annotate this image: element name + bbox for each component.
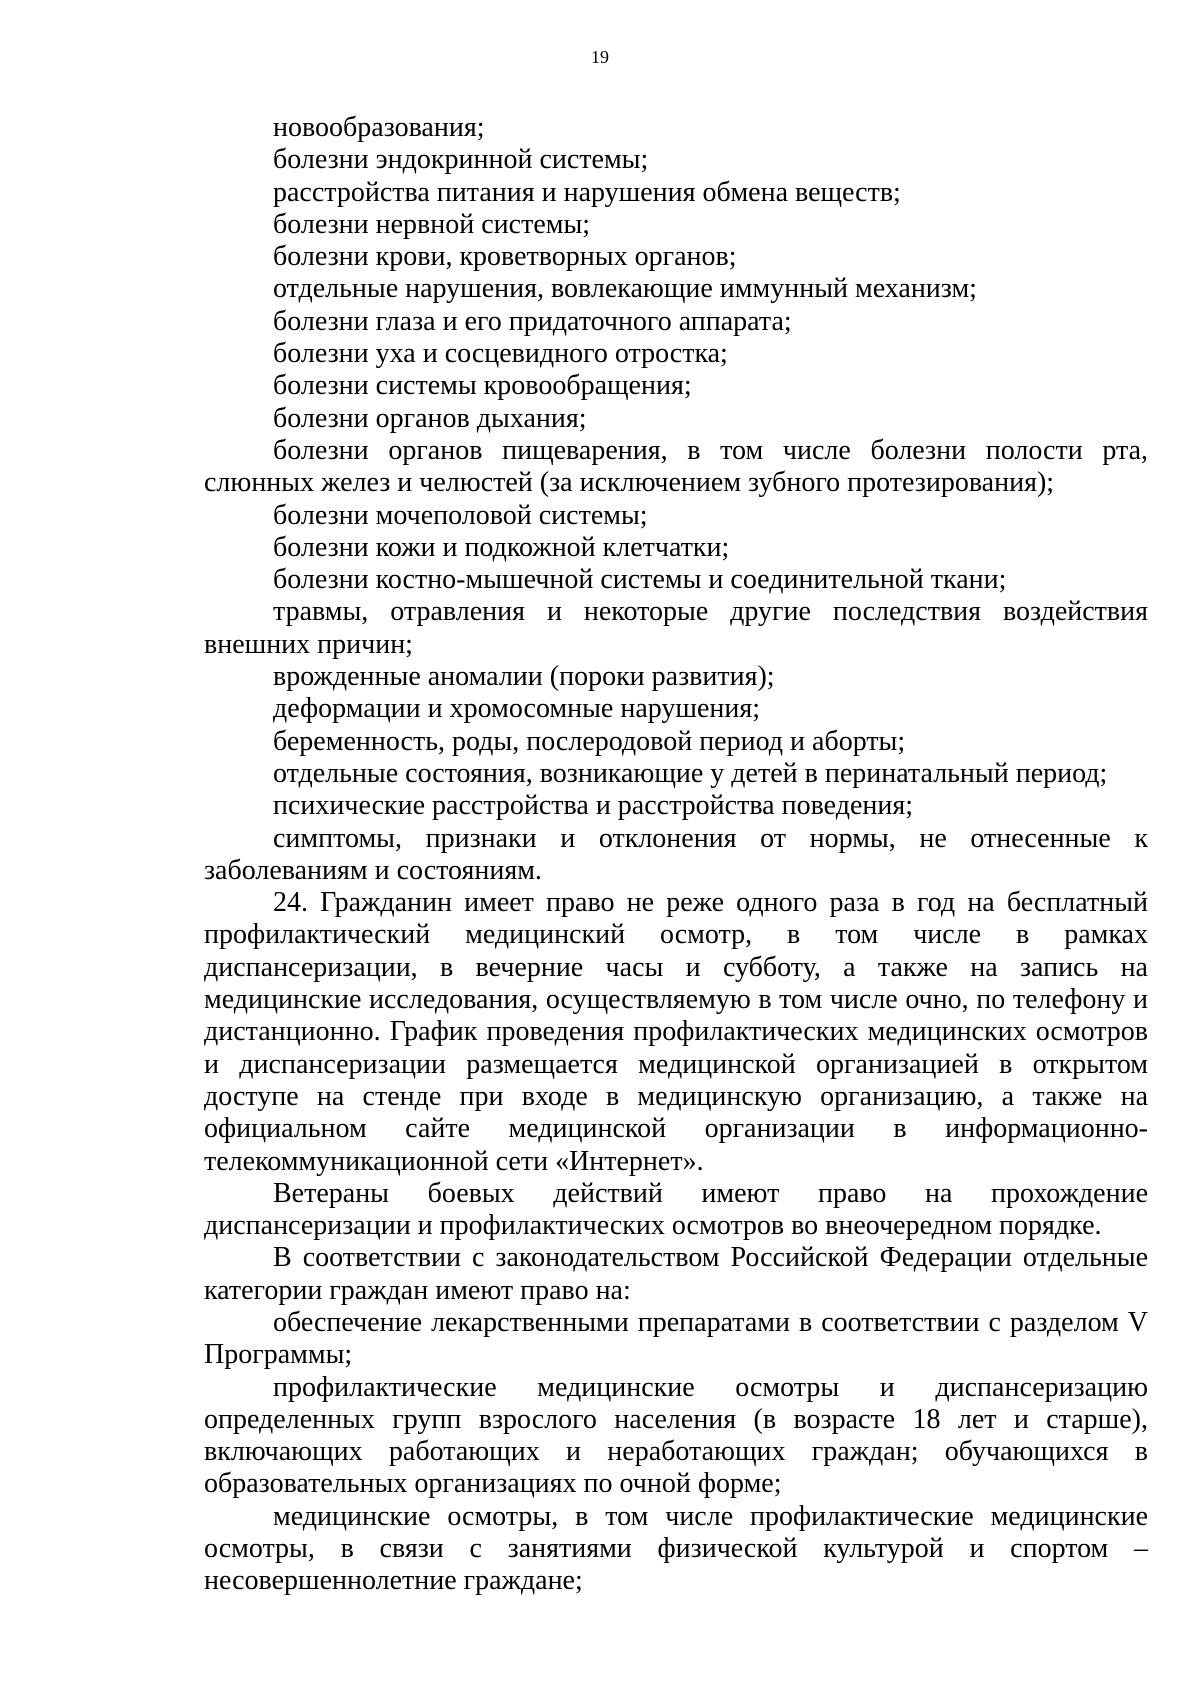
list-item-mental: психические расстройства и расстройства поведения; <box>273 790 913 822</box>
paragraph-24: 24. Гражданин имеет право не реже одного раза в год на бесплатный профилактический медицинский осмотр, в том числе в рамках диспансеризации, в вечерние часы и субботу, а также на запись на медицинские исследования, осуществляемую в том числе очно, по телефону и дистанционно. График проведения профилактических медицинских осмотров и диспансеризации размещается медицинской организацией в открытом доступе на стенде при входе в медицинскую организацию, а также на официальном сайте медицинской организации в информационно-телекоммуникационной сети «Интернет». <box>204 887 1148 1177</box>
list-item-endocrine: болезни эндокринной системы; <box>273 144 649 176</box>
paragraph-sports-exams: медицинские осмотры, в том числе профилактические медицинские осмотры, в связи с занятиями физической культурой и спортом – несовершеннолетние граждане; <box>204 1500 1148 1597</box>
list-item-eye: болезни глаза и его придаточного аппарата; <box>273 305 792 337</box>
list-item-congenital: врожденные аномалии (пороки развития); <box>273 661 775 693</box>
list-item-pregnancy: беременность, роды, послеродовой период и аборты; <box>273 725 906 757</box>
page-number: 19 <box>591 47 609 67</box>
paragraph-preventive-exams: профилактические медицинские осмотры и диспансеризацию определенных групп взрослого населения (в возрасте 18 лет и старше), включающих работающих и неработающих граждан; обучающихся в образовательных организациях по очной форме; <box>204 1371 1148 1500</box>
document-body <box>204 112 1148 1598</box>
list-item-blood: болезни крови, кроветворных органов; <box>273 241 737 273</box>
list-item-ear: болезни уха и сосцевидного отростка; <box>273 338 728 370</box>
paragraph-veterans: Ветераны боевых действий имеют право на прохождение диспансеризации и профилактических осмотров во внеочередном порядке. <box>204 1177 1148 1242</box>
paragraph-medicines: обеспечение лекарственными препаратами в соответствии с разделом V Программы; <box>204 1306 1148 1371</box>
list-item-symptoms: симптомы, признаки и отклонения от нормы, не отнесенные к заболеваниям и состояниям. <box>204 822 1148 886</box>
list-item-perinatal: отдельные состояния, возникающие у детей в перинатальный период; <box>273 757 1108 789</box>
list-item-nutrition: расстройства питания и нарушения обмена веществ; <box>273 176 901 208</box>
list-item-injuries: травмы, отравления и некоторые другие последствия воздействия внешних причин; <box>204 596 1148 660</box>
list-item-immune: отдельные нарушения, вовлекающие иммунный механизм; <box>273 273 977 305</box>
list-item-musculoskeletal: болезни костно-мышечной системы и соединительной ткани; <box>273 564 1007 596</box>
list-item-circulatory: болезни системы кровообращения; <box>273 370 692 402</box>
paragraph-categories: В соответствии с законодательством Российской Федерации отдельные категории граждан имеют право на: <box>204 1242 1148 1306</box>
list-item-neoplasms: новообразования; <box>273 112 485 143</box>
list-item-genitourinary: болезни мочеполовой системы; <box>273 499 648 531</box>
list-item-chromosomal: деформации и хромосомные нарушения; <box>273 693 761 725</box>
list-item-skin: болезни кожи и подкожной клетчатки; <box>273 531 730 563</box>
list-item-respiratory: болезни органов дыхания; <box>273 402 587 434</box>
list-item-nervous: болезни нервной системы; <box>273 208 591 240</box>
list-item-digestive: болезни органов пищеварения, в том числе болезни полости рта, слюнных желез и челюстей (за исключением зубного протезирования); <box>204 434 1148 499</box>
